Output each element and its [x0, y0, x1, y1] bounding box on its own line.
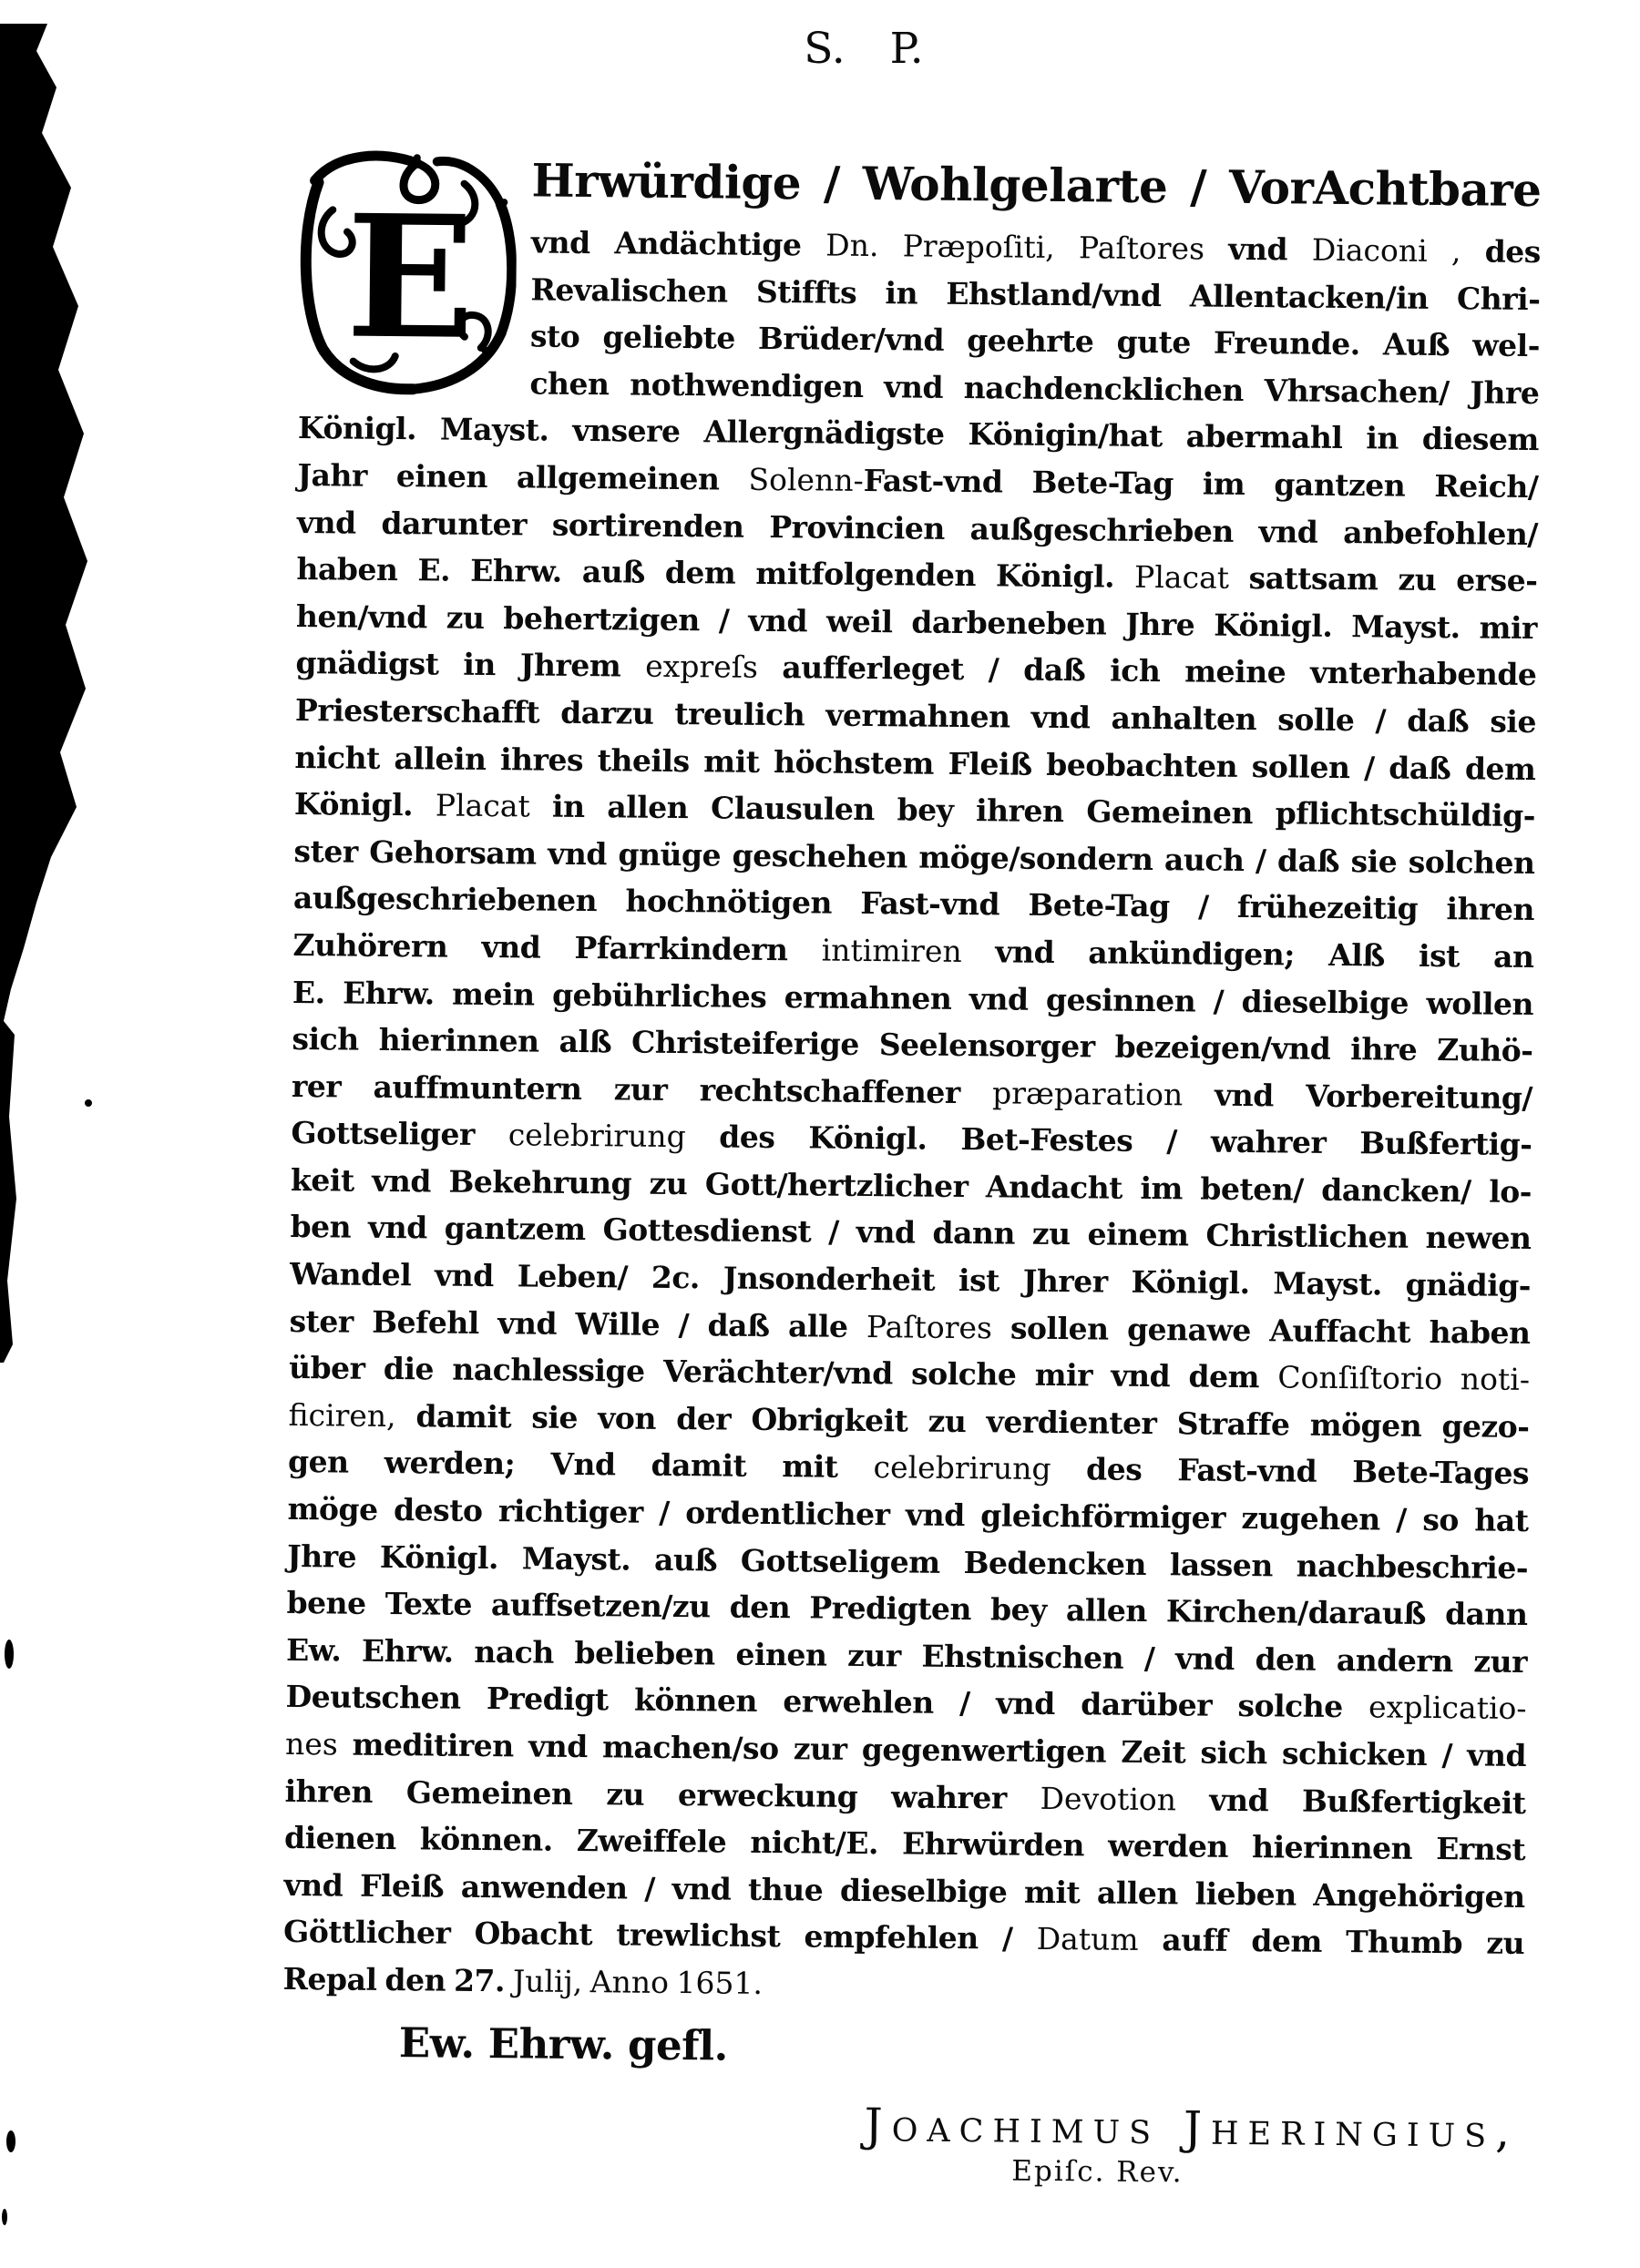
- roman-type-segment: Diaconi ,: [1311, 231, 1485, 270]
- blackletter-segment: ihren Gemeinen zu erweckung wahrer: [284, 1773, 1040, 1816]
- roman-type-segment: expreſs: [644, 649, 783, 686]
- blackletter-segment: Revalischen Stiffts in Ehstland/vnd Allentacken/in Chri-: [530, 271, 1541, 317]
- blackletter-segment: Jhre Königl. Mayst. auß Gottseligem Bedencken lassen nachbeschrie-: [286, 1538, 1529, 1586]
- roman-type-segment: præparation: [991, 1075, 1215, 1113]
- blackletter-segment: gen werden; Vnd damit mit: [287, 1444, 874, 1486]
- roman-type-segment: Julij, Anno 1651.: [512, 1963, 764, 2001]
- blackletter-segment: Königl. Mayst. vnsere Allergnädigste Königin/hat abermahl in diesem: [297, 410, 1540, 458]
- roman-type-segment: Placat: [1133, 558, 1249, 597]
- blackletter-segment: vnd Vorbereitung/: [1214, 1077, 1533, 1116]
- blackletter-segment: haben E. Ehrw. auß dem mitfolgenden Königl.: [296, 551, 1135, 595]
- ornate-initial: [298, 146, 518, 399]
- closing-salutation: Ew. Ehrw. gefl.: [398, 2018, 729, 2070]
- blackletter-segment: damit sie von der Obrigkeit zu verdienter Straffe mögen gezo-: [415, 1398, 1530, 1445]
- blackletter-segment: in allen Clausulen bey ihren Gemeinen pflichtschüldig-: [551, 788, 1536, 834]
- blackletter-segment: Zuhörern vnd Pfarrkindern: [292, 926, 822, 968]
- blackletter-segment: Gottseliger: [291, 1115, 508, 1153]
- blackletter-segment: Ew. Ehrw. nach belieben einen zur Ehstnischen / vnd den andern zur: [285, 1631, 1528, 1680]
- ink-smudge: [0, 24, 109, 2268]
- blackletter-segment: rer auffmuntern zur rechtschaffener: [291, 1068, 993, 1111]
- blackletter-segment: nicht allein ihres theils mit höchstem Fleiß beobachten sollen / daß dem: [294, 739, 1536, 787]
- blackletter-segment: sich hierinnen alß Christeiferige Seelensorger bezeigen/vnd ihre Zuhö-: [292, 1021, 1533, 1069]
- signature-title: Epiſc. Rev.: [1011, 2154, 1184, 2189]
- blackletter-segment: E. Ehrw. mein gebührliches ermahnen vnd gesinnen / dieselbige wollen: [292, 974, 1534, 1022]
- blackletter-segment: Göttlicher Obacht trewlichst empfehlen /: [282, 1914, 1037, 1957]
- blackletter-segment: des Fast-vnd Bete-Tages: [1085, 1451, 1530, 1492]
- blackletter-segment: keit vnd Bekehrung zu Gott/hertzlicher Andacht im beten/ dancken/ lo-: [290, 1161, 1532, 1210]
- blackletter-segment: bene Texte auffsetzen/zu den Predigten bey allen Kirchen/darauß dann: [286, 1585, 1528, 1633]
- letter-body: [282, 140, 1542, 2192]
- blackletter-segment: vnd Bußfertigkeit: [1209, 1782, 1526, 1821]
- roman-type-segment: explicatio-: [1368, 1689, 1527, 1727]
- roman-type-segment: Datum: [1036, 1921, 1163, 1958]
- roman-type-segment: Conſiſtorio noti-: [1277, 1359, 1531, 1398]
- blackletter-segment: möge desto richtiger / ordentlicher vnd gleichförmiger zugehen / so hat: [287, 1490, 1529, 1539]
- blackletter-segment: ster Befehl vnd Wille / daß alle: [289, 1303, 867, 1344]
- blackletter-segment: vnd: [1228, 230, 1313, 268]
- blackletter-segment: Fast-vnd Bete-Tag im gantzen Reich/: [863, 462, 1539, 506]
- salutation-header: S. P.: [804, 24, 924, 74]
- blackletter-segment: gnädigst in Jhrem: [295, 645, 646, 684]
- signature-name: Joachimus Jheringius,: [864, 2098, 1520, 2158]
- roman-type-segment: nes: [284, 1725, 353, 1762]
- roman-type-segment: celebrirung: [507, 1117, 720, 1155]
- roman-type-segment: ficiren,: [288, 1396, 416, 1435]
- blackletter-segment: Jahr einen allgemeinen: [297, 456, 749, 497]
- letter-text: [282, 217, 1541, 2015]
- blackletter-segment: sollen genawe Auffacht haben: [1010, 1310, 1531, 1351]
- blackletter-segment: auff dem Thumb zu: [1162, 1922, 1525, 1962]
- roman-type-segment: Placat: [435, 787, 553, 824]
- blackletter-segment: Wandel vnd Leben/ 2c. Jnsonderheit ist Jhrer Königl. Mayst. gnädig-: [289, 1256, 1532, 1304]
- blackletter-segment: hen/vnd zu behertzigen / vnd weil darbeneben Jhre Königl. Mayst. mir: [295, 598, 1538, 646]
- blackletter-segment: sattsam zu erse-: [1248, 560, 1538, 599]
- blackletter-segment: Deutschen Predigt können erwehlen / vnd darüber solche: [285, 1679, 1369, 1725]
- blackletter-segment: des: [1484, 233, 1542, 271]
- blackletter-segment: chen nothwendigen vnd nachdencklichen Vhrsachen/ Jhre: [529, 365, 1540, 411]
- blackletter-segment: sto geliebte Brüder/vnd geehrte gute Freunde. Auß wel-: [529, 318, 1541, 364]
- drop-cap-letter: E: [345, 177, 477, 377]
- blackletter-segment: meditiren vnd machen/so zur gegenwertigen Zeit sich schicken / vnd: [352, 1726, 1527, 1773]
- blackletter-segment: Königl.: [293, 786, 436, 823]
- blackletter-segment: ben vnd gantzem Gottesdienst / vnd dann zu einem Christlichen newen: [290, 1209, 1532, 1257]
- blackletter-segment: über die nachlessige Verächter/vnd solche mir vnd dem: [288, 1350, 1278, 1395]
- blackletter-segment: vnd Andächtige: [530, 224, 826, 263]
- blackletter-segment: des Königl. Bet-Festes / wahrer Bußfertig-: [719, 1119, 1532, 1163]
- roman-type-segment: Paſtores: [866, 1308, 1011, 1346]
- roman-type-segment: Devotion: [1040, 1780, 1210, 1818]
- blackletter-segment: Priesterschafft darzu treulich vermahnen vnd anhalten solle / daß sie: [294, 691, 1537, 740]
- blackletter-segment: vnd ankündigen; Alß ist an: [995, 934, 1534, 975]
- blackletter-segment: aufferleget / daß ich meine vnterhabende: [782, 649, 1537, 693]
- blackletter-segment: außgeschriebenen hochnötigen Fast-vnd Bete-Tag / frühezeitig ihren: [292, 880, 1535, 928]
- blackletter-segment: ster Gehorsam vnd gnüge geschehen möge/sondern auch / daß sie solchen: [293, 833, 1535, 881]
- roman-type-segment: Solenn-: [748, 461, 864, 498]
- roman-type-segment: Dn. Præpoſiti, Paſtores: [825, 227, 1229, 267]
- blackletter-segment: Repal den 27.: [282, 1960, 514, 1999]
- opening-line: Hrwürdige / Wohlgelarte / VorAchtbare: [531, 153, 1542, 218]
- blackletter-segment: dienen können. Zweiffele nicht/E. Ehrwürden werden hierinnen Ernst: [283, 1820, 1526, 1868]
- roman-type-segment: intimiren: [821, 932, 996, 970]
- blackletter-segment: vnd Fleiß anwenden / vnd thue dieselbige mit allen lieben Angehörigen: [283, 1866, 1525, 1915]
- blackletter-segment: vnd darunter sortirenden Provincien außgeschrieben vnd anbefohlen/: [296, 504, 1539, 552]
- roman-type-segment: celebrirung: [873, 1449, 1087, 1487]
